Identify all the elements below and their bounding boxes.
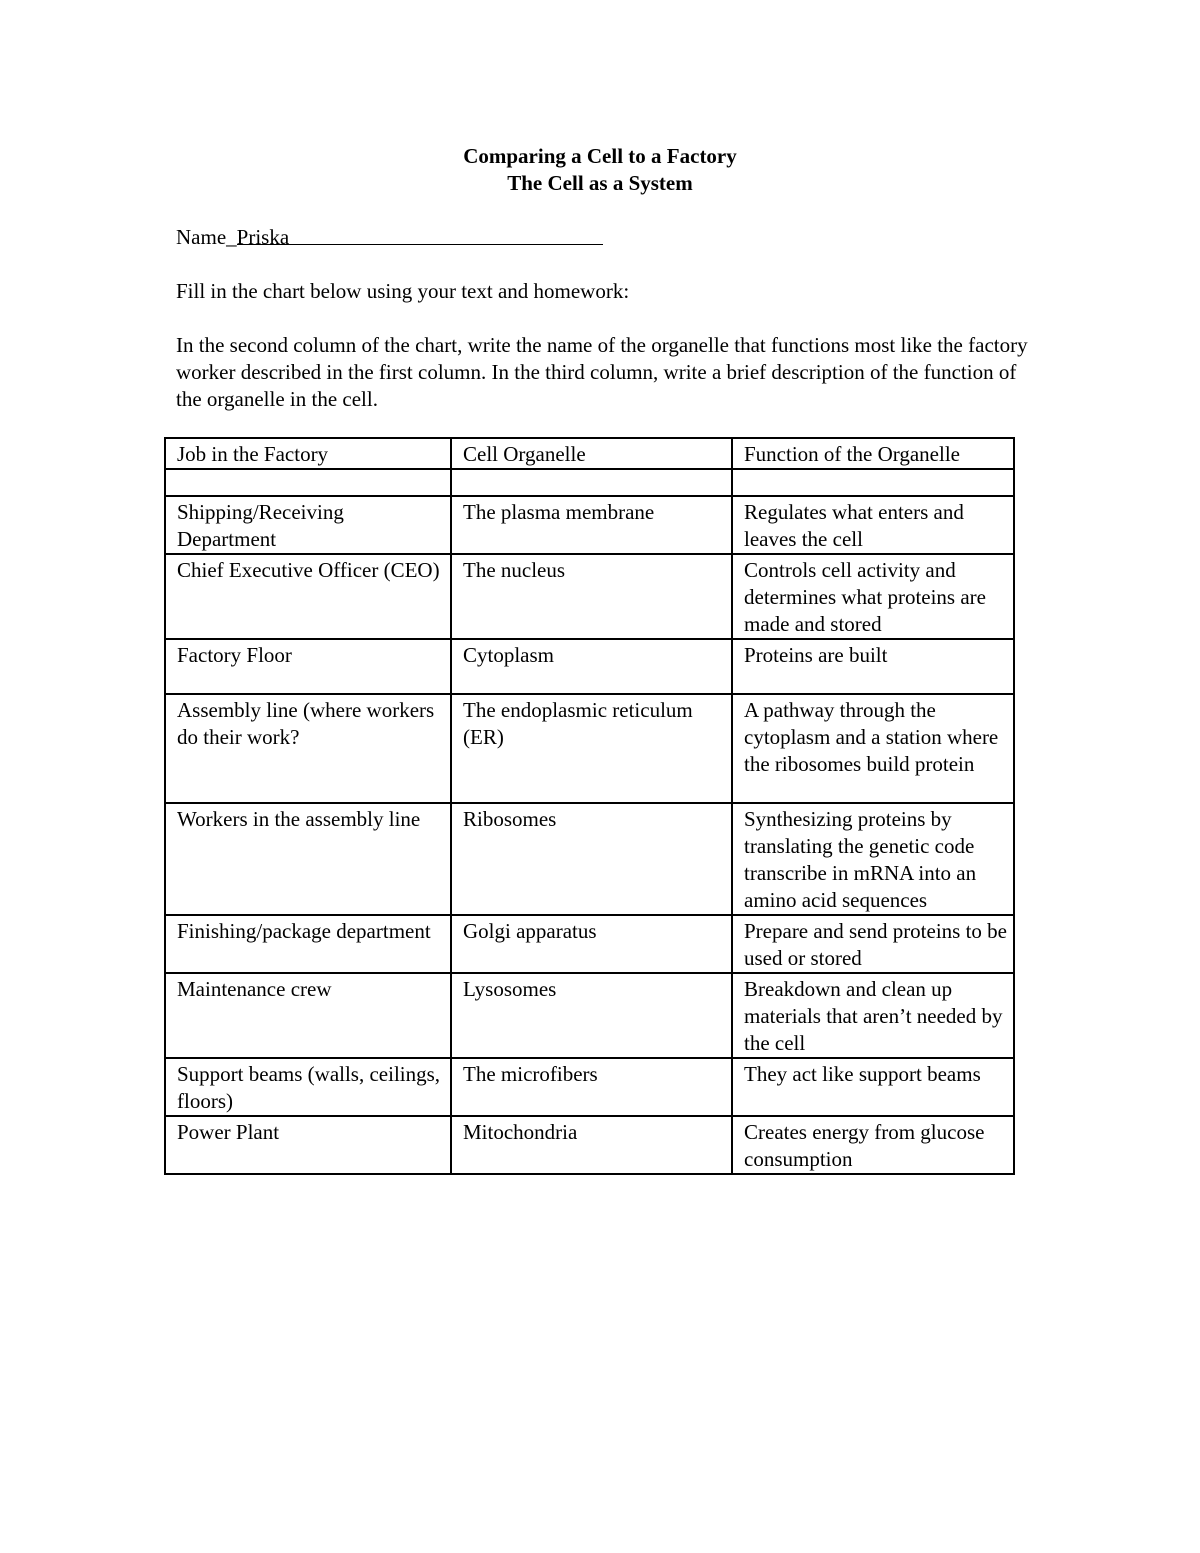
cell-function: A pathway through the cytoplasm and a station where the ribosomes build protein — [732, 694, 1014, 803]
cell-function — [732, 469, 1014, 496]
worksheet-title: Comparing a Cell to a Factory — [463, 144, 737, 168]
cell-job: Finishing/package department — [165, 915, 451, 973]
cell-job: Support beams (walls, ceilings, floors) — [165, 1058, 451, 1116]
cell-function: Synthesizing proteins by translating the genetic code transcribe in mRNA into an amino acid sequences — [732, 803, 1014, 915]
cell-function: Prepare and send proteins to be used or stored — [732, 915, 1014, 973]
cell-job: Maintenance crew — [165, 973, 451, 1058]
cell-function: Creates energy from glucose consumption — [732, 1116, 1014, 1174]
cell-job: Chief Executive Officer (CEO) — [165, 554, 451, 639]
name-field — [176, 224, 603, 251]
instruction-paragraph: In the second column of the chart, write the name of the organelle that functions most like the factory worker described in the first column. In the third column, write a brief description of the function of the organelle in the cell. — [176, 333, 1028, 411]
worksheet-subtitle: The Cell as a System — [507, 171, 693, 195]
cell-function: They act like support beams — [732, 1058, 1014, 1116]
table-row — [165, 803, 1014, 915]
cell-function: Regulates what enters and leaves the cell — [732, 496, 1014, 554]
cell-organelle: The microfibers — [451, 1058, 732, 1116]
cell-job: Workers in the assembly line — [165, 803, 451, 915]
name-label: Name_ — [176, 225, 237, 249]
header-function: Function of the Organelle — [732, 438, 1014, 469]
table-row — [165, 694, 1014, 803]
cell-organelle — [451, 469, 732, 496]
cell-job: Assembly line (where workers do their work? — [165, 694, 451, 803]
cell-organelle: Ribosomes — [451, 803, 732, 915]
cell-organelle: The plasma membrane — [451, 496, 732, 554]
cell-organelle: Cytoplasm — [451, 639, 732, 694]
header-organelle: Cell Organelle — [451, 438, 732, 469]
name-value: Priska — [236, 225, 290, 249]
cell-organelle: The endoplasmic reticulum (ER) — [451, 694, 732, 803]
cell-organelle: Golgi apparatus — [451, 915, 732, 973]
instruction-line: Fill in the chart below using your text and homework: — [176, 279, 630, 303]
table-row — [165, 915, 1014, 973]
cell-organelle: The nucleus — [451, 554, 732, 639]
cell-organelle: Lysosomes — [451, 973, 732, 1058]
cell-organelle: Mitochondria — [451, 1116, 732, 1174]
name-blank — [236, 224, 603, 249]
table-row — [165, 1116, 1014, 1174]
table-row — [165, 639, 1014, 694]
table-row — [165, 554, 1014, 639]
header-job: Job in the Factory — [165, 438, 451, 469]
cell-function: Proteins are built — [732, 639, 1014, 694]
comparison-chart — [164, 437, 1015, 1175]
cell-function: Breakdown and clean up materials that aren’t needed by the cell — [732, 973, 1014, 1058]
cell-job: Shipping/Receiving Department — [165, 496, 451, 554]
chart-header-row — [165, 438, 1014, 469]
table-row — [165, 1058, 1014, 1116]
cell-function: Controls cell activity and determines what proteins are made and stored — [732, 554, 1014, 639]
table-row — [165, 973, 1014, 1058]
table-row — [165, 469, 1014, 496]
cell-job: Power Plant — [165, 1116, 451, 1174]
cell-job — [165, 469, 451, 496]
table-row — [165, 496, 1014, 554]
cell-job: Factory Floor — [165, 639, 451, 694]
